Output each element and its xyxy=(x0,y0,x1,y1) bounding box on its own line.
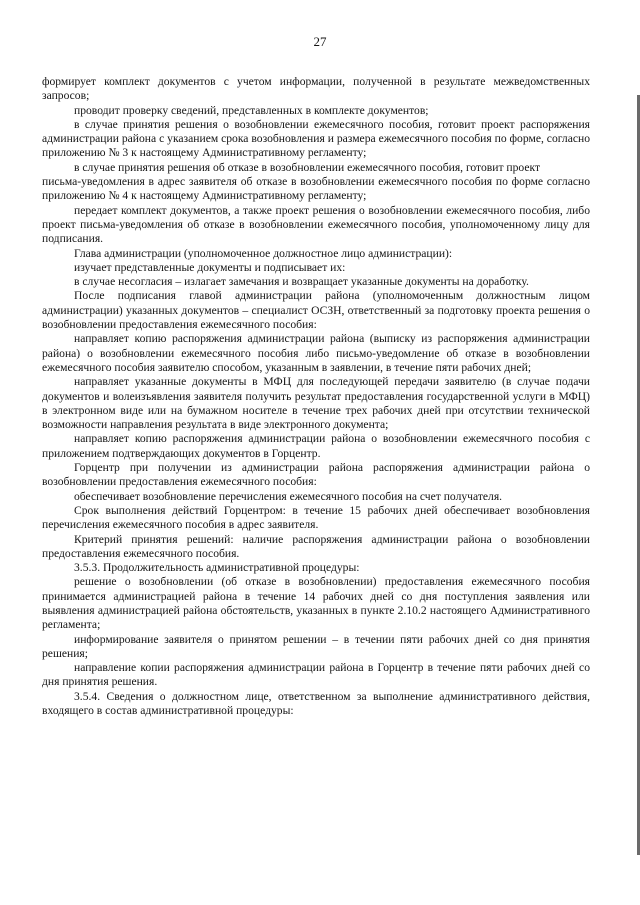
paragraph: Срок выполнения действий Горцентром: в течение 15 рабочих дней обеспечивает возобновления перечисления ежемесячного пособия в адрес заявителя. xyxy=(42,503,590,532)
paragraph: направляет копию распоряжения администрации района о возобновлении ежемесячного пособия с приложением подтверждающих документов в Горцентр. xyxy=(42,432,590,460)
paragraph: Горцентр при получении из администрации района распоряжения администрации района о возобновлении предоставления ежемесячного пособия: xyxy=(42,461,590,489)
paragraph: изучает представленные документы и подписывает их: xyxy=(74,260,346,274)
paragraph: направляет указанные документы в МФЦ для последующей передачи заявителю (в случае подачи документов и волеизъявления заявителя получить результат предоставления государственной услуги в МФЦ) в электронном виде или на бумажном носителе в течение трех рабочих дней при отсутствии технической возможности направления результата в виде электронного документа; xyxy=(42,375,590,432)
paragraph: в случае принятия решения о возобновлении ежемесячного пособия, готовит проект распоряжения администрации района с указанием срока возобновления и размера ежемесячного пособия по форме, согласно приложению № 3 к настоящему Административному регламенту; xyxy=(42,117,590,160)
paragraph: направление копии распоряжения администрации района в Горцентр в течение пяти рабочих дней со дня принятия решения. xyxy=(42,661,590,689)
document-body xyxy=(42,75,590,718)
paragraph: передает комплект документов, а также проект решения о возобновлении ежемесячного пособия, либо проект письма-уведомления об отказе в возобновлении ежемесячного пособия, уполномоченному лицу для подписания. xyxy=(42,203,590,246)
paragraph: в случае несогласия – излагает замечания и возвращает указанные документы на доработку. xyxy=(74,275,529,289)
paragraph: формирует комплект документов с учетом информации, полученной в результате межведомственных запросов; xyxy=(42,75,590,103)
paragraph: проводит проверку сведений, представленных в комплекте документов; xyxy=(74,103,429,117)
paragraph: в случае принятия решения об отказе в возобновлении ежемесячного пособия, готовит проект xyxy=(74,160,541,174)
paragraph: решение о возобновлении (об отказе в возобновлении) предоставления ежемесячного пособия принимается администрацией района в течение 14 рабочих дней со дня поступления заявления или выявления администрацией района обстоятельств, указанных в пункте 2.10.2 настоящего Административного регламента; xyxy=(42,575,590,632)
paragraph: 3.5.3. Продолжительность административной процедуры: xyxy=(74,561,360,575)
paragraph: обеспечивает возобновление перечисления ежемесячного пособия на счет получателя. xyxy=(74,489,503,503)
paragraph: информирование заявителя о принятом решении – в течении пяти рабочих дней со дня принятия решения; xyxy=(42,632,590,660)
paragraph: 3.5.4. Сведения о должностном лице, ответственном за выполнение административного действия, входящего в состав административной процедуры: xyxy=(42,689,590,718)
paragraph: После подписания главой администрации района (уполномоченным должностным лицом администрации) указанных документов – специалист ОСЗН, ответственный за подготовку проекта решения о возобновлении предоставления ежемесячного пособия: xyxy=(42,289,590,332)
page-number: 27 xyxy=(313,34,327,49)
paragraph: направляет копию распоряжения администрации района (выписку из распоряжения администрации района) о возобновлении ежемесячного пособия либо письмо-уведомление об отказе в возобновлении ежемесячного пособия заявителю способом, указанным в заявлении, в течение пяти рабочих дней; xyxy=(42,332,590,374)
paragraph: письма-уведомления в адрес заявителя об отказе в возобновлении ежемесячного пособия по форме согласно приложению № 4 к настоящему Административному регламенту; xyxy=(42,175,590,203)
paragraph: Глава администрации (уполномоченное должностное лицо администрации): xyxy=(74,246,453,260)
paragraph: Критерий принятия решений: наличие распоряжения администрации района о возобновлении предоставления ежемесячного пособия. xyxy=(42,532,590,560)
